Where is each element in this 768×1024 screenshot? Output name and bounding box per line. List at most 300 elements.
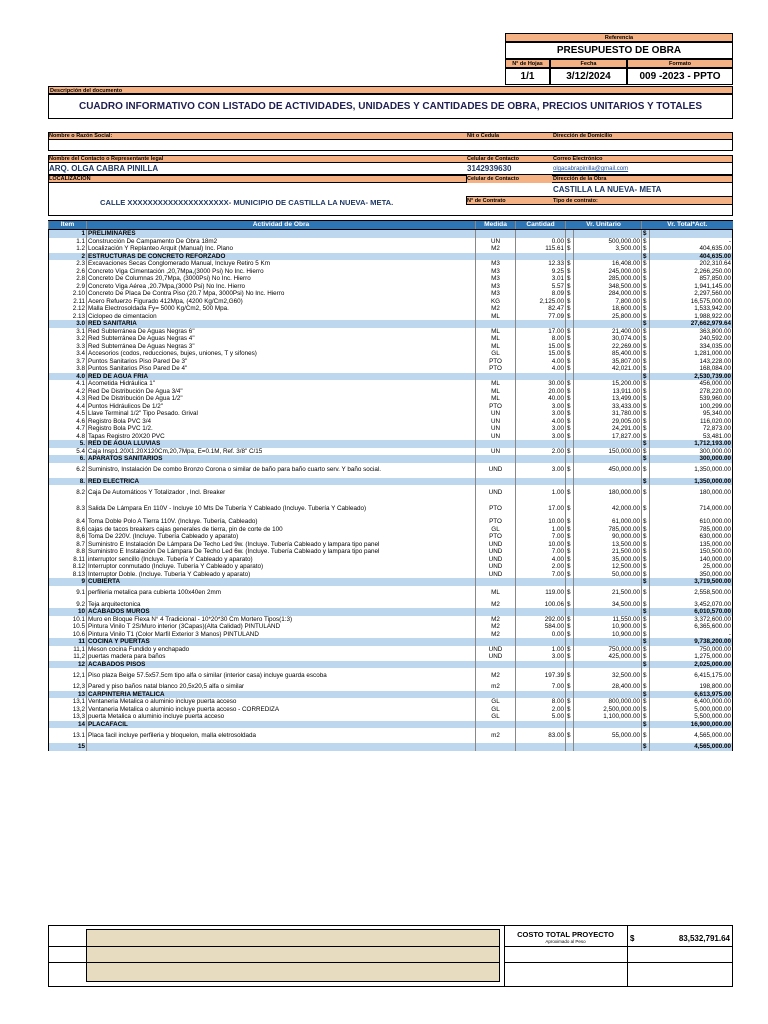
cell-quantity: 1.00 (516, 485, 566, 500)
cell-quantity: 3.00 (516, 410, 566, 418)
cell-unit-price: 425,000.00 (574, 653, 642, 661)
cell-currency: $ (642, 638, 650, 646)
cell-currency: $ (566, 395, 574, 403)
table-row (49, 418, 733, 426)
cell-quantity: 2.00 (516, 448, 566, 456)
razon-social-label: Nombre o Razón Social: (49, 133, 113, 139)
cell-currency: $ (642, 668, 650, 683)
cell-unit: UND (476, 653, 516, 661)
cell-unit-price: 500,000.00 (574, 238, 642, 246)
cell-total: - (650, 631, 733, 639)
cell-currency: $ (642, 623, 650, 631)
description-title: CUADRO INFORMATIVO CON LISTADO DE ACTIVIDADES, UNIDADES Y CANTIDADES DE OBRA, PRECIOS UNITARIOS Y TOTALES (48, 94, 733, 119)
cell-currency: $ (642, 283, 650, 291)
cell-activity: APARATOS SANITARIOS (87, 455, 476, 463)
cell-currency: $ (642, 743, 650, 751)
cell-quantity: 3.00 (516, 463, 566, 478)
cell-activity: Ventaneria Metalica o aluminio incluye puerta acceso (87, 698, 476, 706)
cell-unit-price: 2,500,000.00 (574, 706, 642, 714)
cell-total: 2,025,000.00 (650, 661, 733, 669)
cell-currency: $ (566, 646, 574, 654)
cell-currency: $ (642, 556, 650, 564)
cell-quantity: 119.00 (516, 586, 566, 601)
cell-currency: $ (566, 698, 574, 706)
cell-total: 3,452,070.00 (650, 601, 733, 609)
cell-activity: Red De Distribución De Agua 1/2" (87, 395, 476, 403)
cell-quantity: 10.00 (516, 541, 566, 549)
cell-unit-price: 33,433.00 (574, 403, 642, 411)
cell-unit-price (574, 661, 642, 669)
cell-unit-price: 21,500.00 (574, 548, 642, 556)
info-row-3 (48, 175, 733, 183)
footer-divider-4 (48, 962, 86, 963)
cell-currency (566, 608, 574, 616)
cell-currency: $ (566, 706, 574, 714)
cell-quantity (516, 661, 566, 669)
cell-unit: M3 (476, 260, 516, 268)
cell-unit: M2 (476, 631, 516, 639)
cell-quantity: 197.39 (516, 668, 566, 683)
fecha-label: Fecha (550, 59, 627, 68)
cell-item: 8.12 (49, 563, 87, 571)
cell-item: 3.3 (49, 343, 87, 351)
cell-activity: puerta Metalica o aluminio incluye puerta acceso (87, 713, 476, 721)
cell-activity: Meson cocina Fundido y enchapado (87, 646, 476, 654)
contacto-name: ARQ. OLGA CABRA PINILLA (49, 164, 159, 173)
cell-quantity: 0.00 (516, 631, 566, 639)
cell-item: 8,6 (49, 526, 87, 534)
cell-total: 6,400,000.00 (650, 698, 733, 706)
cell-item: 6.2 (49, 463, 87, 478)
cell-activity: Suministro, Instalación De combo Bronzo Corona o similar de baño para baño cuarto serv. Y baño social. (87, 463, 476, 478)
cell-activity: Salida De Lámpara En 110V - Incluye 10 Mts De Tubería Y Cableado (Incluye. Tubería Y Cableado) (87, 500, 476, 518)
cell-unit-price (574, 373, 642, 381)
calle-value: CALLE XXXXXXXXXXXXXXXXXXXX- MUNICIPIO DE CASTILLA LA NUEVA- META. (100, 198, 394, 207)
cell-unit: ML (476, 388, 516, 396)
cell-item: 8.2 (49, 485, 87, 500)
cell-item: 10.6 (49, 631, 87, 639)
cell-unit (476, 455, 516, 463)
cell-total: 363,800.00 (650, 328, 733, 336)
cell-unit-price: 32,500.00 (574, 668, 642, 683)
cell-unit: PTO (476, 518, 516, 526)
cell-item: 4.7 (49, 425, 87, 433)
cell-unit: PTO (476, 365, 516, 373)
cell-currency: $ (642, 608, 650, 616)
cell-currency (566, 455, 574, 463)
cell-total: 95,340.00 (650, 410, 733, 418)
cell-item: 12,3 (49, 683, 87, 691)
cell-total: 334,035.00 (650, 343, 733, 351)
cell-item: 13.1 (49, 728, 87, 743)
cell-quantity: 17.00 (516, 328, 566, 336)
cell-currency: $ (566, 653, 574, 661)
table-row (49, 395, 733, 403)
table-row (49, 343, 733, 351)
cell-unit (476, 478, 516, 486)
correo-link[interactable]: olgacabrapinilla@gmail.com (553, 166, 629, 172)
cell-unit (476, 253, 516, 261)
cell-total: 4,565,000.00 (650, 743, 733, 751)
tipo-contrato-label: Tipo de contrato: (553, 198, 598, 204)
table-row (49, 350, 733, 358)
cell-unit-price: 10,900.00 (574, 623, 642, 631)
cell-item: 8.7 (49, 541, 87, 549)
cell-item: 4.4 (49, 403, 87, 411)
cell-quantity (516, 478, 566, 486)
cell-unit-price: 12,500.00 (574, 563, 642, 571)
cell-currency: $ (642, 653, 650, 661)
cell-total: 300,000.00 (650, 448, 733, 456)
cell-activity: Pintura Vinilo T1 (Color Marfil Exterior 3 Manos) PINTULAND (87, 631, 476, 639)
cell-item: 2.10 (49, 290, 87, 298)
cell-item: 2.3 (49, 260, 87, 268)
cell-total: 6,613,975.00 (650, 691, 733, 699)
cell-activity: Teja arquitectonica (87, 601, 476, 609)
cell-activity: Acero Refuerzo Figurado 412Mpa, (4200 Kg/Cm2,G60) (87, 298, 476, 306)
cell-quantity (516, 440, 566, 448)
cell-currency: $ (642, 290, 650, 298)
cell-activity: Placa facil incluye perfileria y bloquelon, malla eletrosoldada (87, 728, 476, 743)
cell-currency: $ (566, 601, 574, 609)
cell-total: 1,281,000.00 (650, 350, 733, 358)
cell-total: 610,000.00 (650, 518, 733, 526)
cell-unit-price: 28,400.00 (574, 683, 642, 691)
table-row (49, 388, 733, 396)
contrato-label: N° de Contrato (467, 198, 506, 204)
cell-quantity: 7.00 (516, 533, 566, 541)
cell-unit-price: 450,000.00 (574, 463, 642, 478)
cell-currency (566, 691, 574, 699)
hojas-label: N° de Hojas (505, 59, 550, 68)
cell-activity: Caja Insp1.20X1.20X120Cm,20,7Mpa, E=0.1M, Ref. 3/8" C/15 (87, 448, 476, 456)
cell-activity: RED SANITARIA (87, 320, 476, 328)
cell-unit-price: 11,550.00 (574, 616, 642, 624)
cell-currency (566, 373, 574, 381)
cell-item: 8.4 (49, 518, 87, 526)
cell-total: 2,266,250.00 (650, 268, 733, 276)
cell-currency: $ (642, 478, 650, 486)
cell-quantity: 10.00 (516, 518, 566, 526)
cell-currency: $ (642, 260, 650, 268)
cell-unit: PTO (476, 358, 516, 366)
contacto-label: Nombre del Contacto o Representante legal (49, 156, 164, 162)
cell-quantity: 3.01 (516, 275, 566, 283)
cell-quantity: 3.00 (516, 433, 566, 441)
cell-currency: $ (566, 616, 574, 624)
col-actividad: Actividad de Obra (87, 221, 476, 230)
cell-currency: $ (642, 245, 650, 253)
cell-item: 9.2 (49, 601, 87, 609)
cell-unit (476, 743, 516, 751)
cell-unit: UND (476, 541, 516, 549)
cell-item: 2.8 (49, 275, 87, 283)
cell-quantity: 82.47 (516, 305, 566, 313)
footer-vline-2 (627, 925, 628, 987)
cell-currency: $ (566, 463, 574, 478)
table-row (49, 668, 733, 683)
cell-currency: $ (566, 358, 574, 366)
cell-item: 4.3 (49, 395, 87, 403)
section-row (49, 578, 733, 586)
cell-item: 11 (49, 638, 87, 646)
cell-currency: $ (642, 380, 650, 388)
cell-item: 4.1 (49, 380, 87, 388)
cell-total: 150,500.00 (650, 548, 733, 556)
cell-item: 12,1 (49, 668, 87, 683)
cell-activity: cajas de tacos breakers cajas generales de tierra, pin de corte de 100 (87, 526, 476, 534)
cell-quantity (516, 320, 566, 328)
col-medida: Medida (476, 221, 516, 230)
cell-unit-price: 13,500.00 (574, 541, 642, 549)
cell-currency: $ (566, 631, 574, 639)
cell-currency: $ (566, 556, 574, 564)
cell-unit: KG (476, 298, 516, 306)
cell-total: 1,988,922.00 (650, 313, 733, 321)
table-row (49, 556, 733, 564)
table-row (49, 653, 733, 661)
table-row (49, 526, 733, 534)
cell-unit: ML (476, 586, 516, 601)
cell-unit-price: 34,500.00 (574, 601, 642, 609)
cell-activity: Concreto De Placa De Contra Piso (20.7 Mpa, 3000Psi) No Inc. Hierro (87, 290, 476, 298)
table-row (49, 571, 733, 579)
cell-quantity (516, 253, 566, 261)
cell-currency: $ (566, 433, 574, 441)
cell-unit-price (574, 638, 642, 646)
cell-currency: $ (566, 728, 574, 743)
col-cantidad: Cantidad (516, 221, 566, 230)
cell-unit (476, 721, 516, 729)
cell-activity: perfileria metalica para cubierta 100x40en 2mm (87, 586, 476, 601)
table-row (49, 548, 733, 556)
cell-activity: Concreto Viga Aérea ,20.7Mpa,(3000 Psi) No Inc. Hierro (87, 283, 476, 291)
cell-activity: Excavaciones Secas Conglomerado Manual, Incluye Retiro 5 Km (87, 260, 476, 268)
cell-total: - (650, 238, 733, 246)
cell-unit-price (574, 721, 642, 729)
cell-item: 2.13 (49, 313, 87, 321)
cell-quantity: 7.00 (516, 548, 566, 556)
cell-currency: $ (566, 548, 574, 556)
cell-item: 15 (49, 743, 87, 751)
cell-item: 6. (49, 455, 87, 463)
table-row (49, 713, 733, 721)
cell-item: 11,1 (49, 646, 87, 654)
cell-currency (566, 230, 574, 238)
cell-unit: GL (476, 698, 516, 706)
cell-total: 140,000.00 (650, 556, 733, 564)
section-row (49, 721, 733, 729)
cell-currency: $ (566, 283, 574, 291)
cell-item: 10 (49, 608, 87, 616)
cell-currency: $ (642, 616, 650, 624)
cell-total: 750,000.00 (650, 646, 733, 654)
cell-total: 202,310.64 (650, 260, 733, 268)
cell-item: 9.1 (49, 586, 87, 601)
cell-currency: $ (642, 313, 650, 321)
cell-quantity (516, 638, 566, 646)
cell-activity: Puntos Sanitarios Piso Pared De 4" (87, 365, 476, 373)
cell-item: 4.2 (49, 388, 87, 396)
cell-currency: $ (642, 455, 650, 463)
cell-total (650, 230, 733, 238)
cell-currency: $ (642, 571, 650, 579)
cell-currency: $ (642, 275, 650, 283)
table-row (49, 425, 733, 433)
cell-item: 2.12 (49, 305, 87, 313)
cell-item: 8.11 (49, 556, 87, 564)
cell-unit-price: 16,408.00 (574, 260, 642, 268)
cell-activity: Puntos Hidráulicos De 1/2" (87, 403, 476, 411)
cell-item: 2.11 (49, 298, 87, 306)
cell-activity: Registro Bola PVC 1/2. (87, 425, 476, 433)
cell-unit: UND (476, 571, 516, 579)
footer-divider-3 (48, 946, 86, 947)
cell-unit (476, 638, 516, 646)
cell-quantity: 3.00 (516, 425, 566, 433)
cell-currency: $ (642, 320, 650, 328)
cell-quantity: 15.00 (516, 343, 566, 351)
cell-unit: M2 (476, 616, 516, 624)
doc-title: PRESUPUESTO DE OBRA (505, 42, 733, 59)
table-row (49, 275, 733, 283)
table-row (49, 433, 733, 441)
table-row (49, 410, 733, 418)
cell-total: 3,372,600.00 (650, 616, 733, 624)
cell-activity: puertas madera para baños (87, 653, 476, 661)
cell-total: 180,000.00 (650, 485, 733, 500)
nit-label: Nit o Cedula (467, 133, 500, 139)
cell-total: 2,530,739.00 (650, 373, 733, 381)
cell-item: 5.4 (49, 448, 87, 456)
cell-currency: $ (566, 623, 574, 631)
cell-currency: $ (566, 275, 574, 283)
section-row (49, 455, 733, 463)
cell-currency: $ (642, 586, 650, 601)
table-row (49, 358, 733, 366)
cell-quantity: 584.00 (516, 623, 566, 631)
cell-activity: Acometida Hidráulica 1" (87, 380, 476, 388)
table-row (49, 646, 733, 654)
cell-quantity: 4.00 (516, 556, 566, 564)
cell-currency: $ (566, 485, 574, 500)
table-row (49, 290, 733, 298)
cell-quantity: 30.00 (516, 380, 566, 388)
cell-unit: GL (476, 526, 516, 534)
section-row (49, 440, 733, 448)
correo-label: Correo Electrónico (553, 156, 603, 162)
col-unitario: Vr. Unitario (566, 221, 642, 230)
cell-currency: $ (642, 533, 650, 541)
domicilio-label: Dirección de Domicilio (553, 133, 613, 139)
cell-currency: $ (642, 713, 650, 721)
cell-total: 404,635.00 (650, 253, 733, 261)
section-row (49, 661, 733, 669)
cell-quantity: 15.00 (516, 350, 566, 358)
cell-quantity: 7.00 (516, 571, 566, 579)
table-row (49, 463, 733, 478)
cell-unit: GL (476, 713, 516, 721)
cell-item: 3.0 (49, 320, 87, 328)
cell-item: 3.8 (49, 365, 87, 373)
cell-quantity: 0.00 (516, 238, 566, 246)
cell-activity: CUBIERTA (87, 578, 476, 586)
cell-quantity: 3.00 (516, 403, 566, 411)
cell-currency: $ (566, 343, 574, 351)
cell-quantity: 8.00 (516, 698, 566, 706)
cell-activity: Malla Electrosoldada Fy= 5000 Kg/Cm2, 500 Mpa. (87, 305, 476, 313)
cell-unit-price: 17,827.00 (574, 433, 642, 441)
table-row (49, 305, 733, 313)
cell-quantity: 2,125.00 (516, 298, 566, 306)
cell-item: 3.2 (49, 335, 87, 343)
cell-quantity: 5.57 (516, 283, 566, 291)
cell-total: 1,275,000.00 (650, 653, 733, 661)
table-row (49, 586, 733, 601)
budget-table (48, 220, 733, 751)
cell-item: 12 (49, 661, 87, 669)
table-row (49, 283, 733, 291)
cell-unit: ML (476, 335, 516, 343)
cell-activity: RED ELECTRICA (87, 478, 476, 486)
cell-total: 1,533,942.00 (650, 305, 733, 313)
cell-total: 300,000.00 (650, 455, 733, 463)
cell-total: 3,719,500.00 (650, 578, 733, 586)
cell-currency: $ (642, 365, 650, 373)
cell-item: 2.9 (49, 283, 87, 291)
cell-activity: PLACAFACIL (87, 721, 476, 729)
cell-unit: GL (476, 350, 516, 358)
cell-currency: $ (642, 433, 650, 441)
cell-total: 714,000.00 (650, 500, 733, 518)
cell-unit (476, 440, 516, 448)
contrato-cells (466, 196, 733, 205)
cell-item: 13,3 (49, 713, 87, 721)
cell-item: 8.8 (49, 548, 87, 556)
cell-activity: Red De Distribución De Agua 3/4" (87, 388, 476, 396)
cell-quantity (516, 743, 566, 751)
cell-unit: M2 (476, 245, 516, 253)
cell-total: 116,020.00 (650, 418, 733, 426)
cell-unit-price: 21,400.00 (574, 328, 642, 336)
cell-item: 1.1 (49, 238, 87, 246)
table-row (49, 448, 733, 456)
cell-item: 4.8 (49, 433, 87, 441)
cell-unit: GL (476, 706, 516, 714)
cell-currency: $ (642, 578, 650, 586)
cell-unit: M3 (476, 283, 516, 291)
cell-currency (566, 320, 574, 328)
cell-activity: CARPINTERIA METALICA (87, 691, 476, 699)
cell-unit: PTO (476, 403, 516, 411)
cell-total: 1,941,145.00 (650, 283, 733, 291)
cell-unit-price (574, 320, 642, 328)
cell-currency: $ (642, 646, 650, 654)
cell-activity: Accesorios (codos, reducciones, bujes, uniones, T y sifones) (87, 350, 476, 358)
cell-currency: $ (566, 298, 574, 306)
cell-currency: $ (642, 698, 650, 706)
cell-quantity (516, 721, 566, 729)
cell-quantity (516, 230, 566, 238)
cell-unit-price (574, 440, 642, 448)
cell-unit: M2 (476, 601, 516, 609)
cell-item: 1 (49, 230, 87, 238)
cell-unit: UN (476, 238, 516, 246)
cell-currency: $ (642, 395, 650, 403)
cell-item: 8,6 (49, 533, 87, 541)
cell-unit: M2 (476, 668, 516, 683)
footer-divider-5 (504, 946, 733, 947)
